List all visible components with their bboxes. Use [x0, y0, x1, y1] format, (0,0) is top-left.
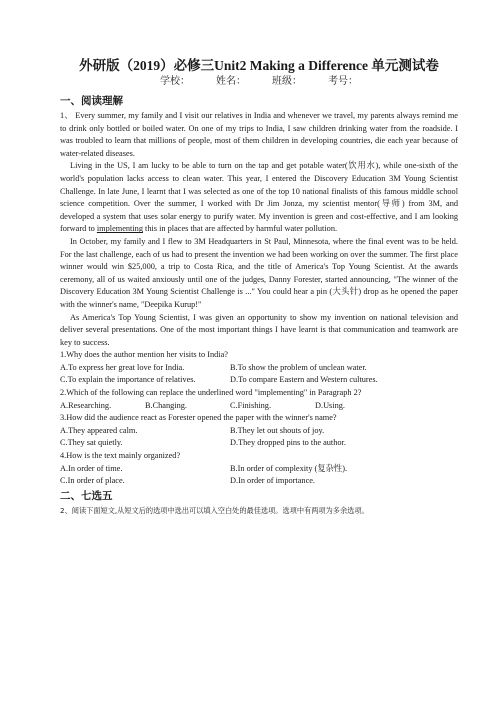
id-label: 考号： [328, 76, 358, 87]
option-d: D.To compare Eastern and Western cultures. [230, 375, 378, 385]
school-label: 学校： [160, 76, 190, 87]
name-label: 姓名： [216, 76, 246, 87]
option-b: B.Changing. [145, 400, 187, 410]
paragraph-2-end: this in places that are affected by harmful water pollution. [145, 224, 338, 234]
section-reading-heading: 一、阅读理解 [60, 96, 123, 107]
passage-paragraph-3: In October, my family and I flew to 3M Headquarters in St Paul, Minnesota, where the final event was to be held. For the last challenge, each of us had to present the invention we had been working on over the summer. The first place winner would win $25,000, a trip to Costa Rica, and the title of America's Top Young Scientist. At the awards ceremony, all of us waited anxiously until one of the judges, Danny Forester, started announcing, "The winner of the Discovery Education 3M Young Scientist Challenge is ..." You could hear a pin (大头针) drop as he opened the paper with the winner's name, "Deepika Kurup!" [60, 236, 458, 309]
option-a: A.To express her great love for India. [60, 362, 185, 372]
option-a: A.In order of time. [60, 463, 123, 473]
question-3-options [60, 425, 458, 450]
passage-paragraph-1: 1、 Every summer, my family and I visit our relatives in India and whenever we travel, my parents always remind me to drink only bottled or boiled water. On one of my trips to India, I saw children drinking water from the roadside. I was troubled to learn that millions of people, most of them children in developing countries, die each year because of water-related diseases. [60, 111, 458, 158]
question-3: 3.How did the audience react as Forester opened the paper with the winner's name? [60, 413, 337, 423]
option-b: B.To show the problem of unclean water. [230, 362, 367, 372]
option-c: C.In order of place. [60, 476, 125, 486]
question-2-options [60, 400, 458, 413]
option-d: D.They dropped pins to the author. [230, 438, 346, 448]
section-2-instruction: 2、阅读下面短文,从短文后的选项中选出可以填入空白处的最佳选项。选项中有两项为多余选项。 [60, 505, 369, 515]
class-label: 班级： [272, 76, 302, 87]
document-title: 外研版（2019）必修三Unit2 Making a Difference 单元测试卷 [79, 58, 439, 73]
option-d: D.Using. [315, 400, 345, 410]
question-4-options [60, 463, 458, 488]
option-b: B.They let out shouts of joy. [230, 425, 325, 435]
underlined-word: implementing [96, 224, 143, 234]
passage-paragraph-2 [60, 160, 458, 236]
question-1: 1.Why does the author mention her visits to India? [60, 350, 228, 360]
question-2: 2.Which of the following can replace the underlined word "implementing" in Paragraph 2? [60, 388, 362, 398]
question-1-options [60, 362, 458, 387]
option-d: D.In order of importance. [230, 476, 316, 486]
student-info-row [60, 75, 458, 88]
question-4: 4.How is the text mainly organized? [60, 451, 181, 461]
option-c: C.Finishing. [230, 400, 272, 410]
option-a: A.Researching. [60, 400, 112, 410]
option-a: A.They appeared calm. [60, 425, 138, 435]
option-c: C.To explain the importance of relatives. [60, 375, 196, 385]
option-c: C.They sat quietly. [60, 438, 123, 448]
section-cloze-heading: 二、七选五 [60, 490, 113, 502]
paragraph-2-text: Living in the US, I am lucky to be able to turn on the tap and get potable water(饮用水), while one-sixth of the world's population lacks access to clean water. This year, I entered the Discovery Education 3M Young Scientist Challenge. In late June, I learnt that I was selected as one of the top 10 national finalists of this famous middle school science competition. Over the summer, I worked with Dr Jim Jonza, my scientist mentor(导师) from 3M, and developed a system that uses solar energy to purify water. My invention is green and cost-effective, and I am looking forward to [60, 161, 458, 234]
option-b: B.In order of complexity (复杂性). [230, 463, 348, 473]
passage-paragraph-4: As America's Top Young Scientist, I was given an opportunity to show my invention on national television and deliver several presentations. One of the most important things I have learnt is that communication and teamwork are key to success. [60, 312, 458, 347]
